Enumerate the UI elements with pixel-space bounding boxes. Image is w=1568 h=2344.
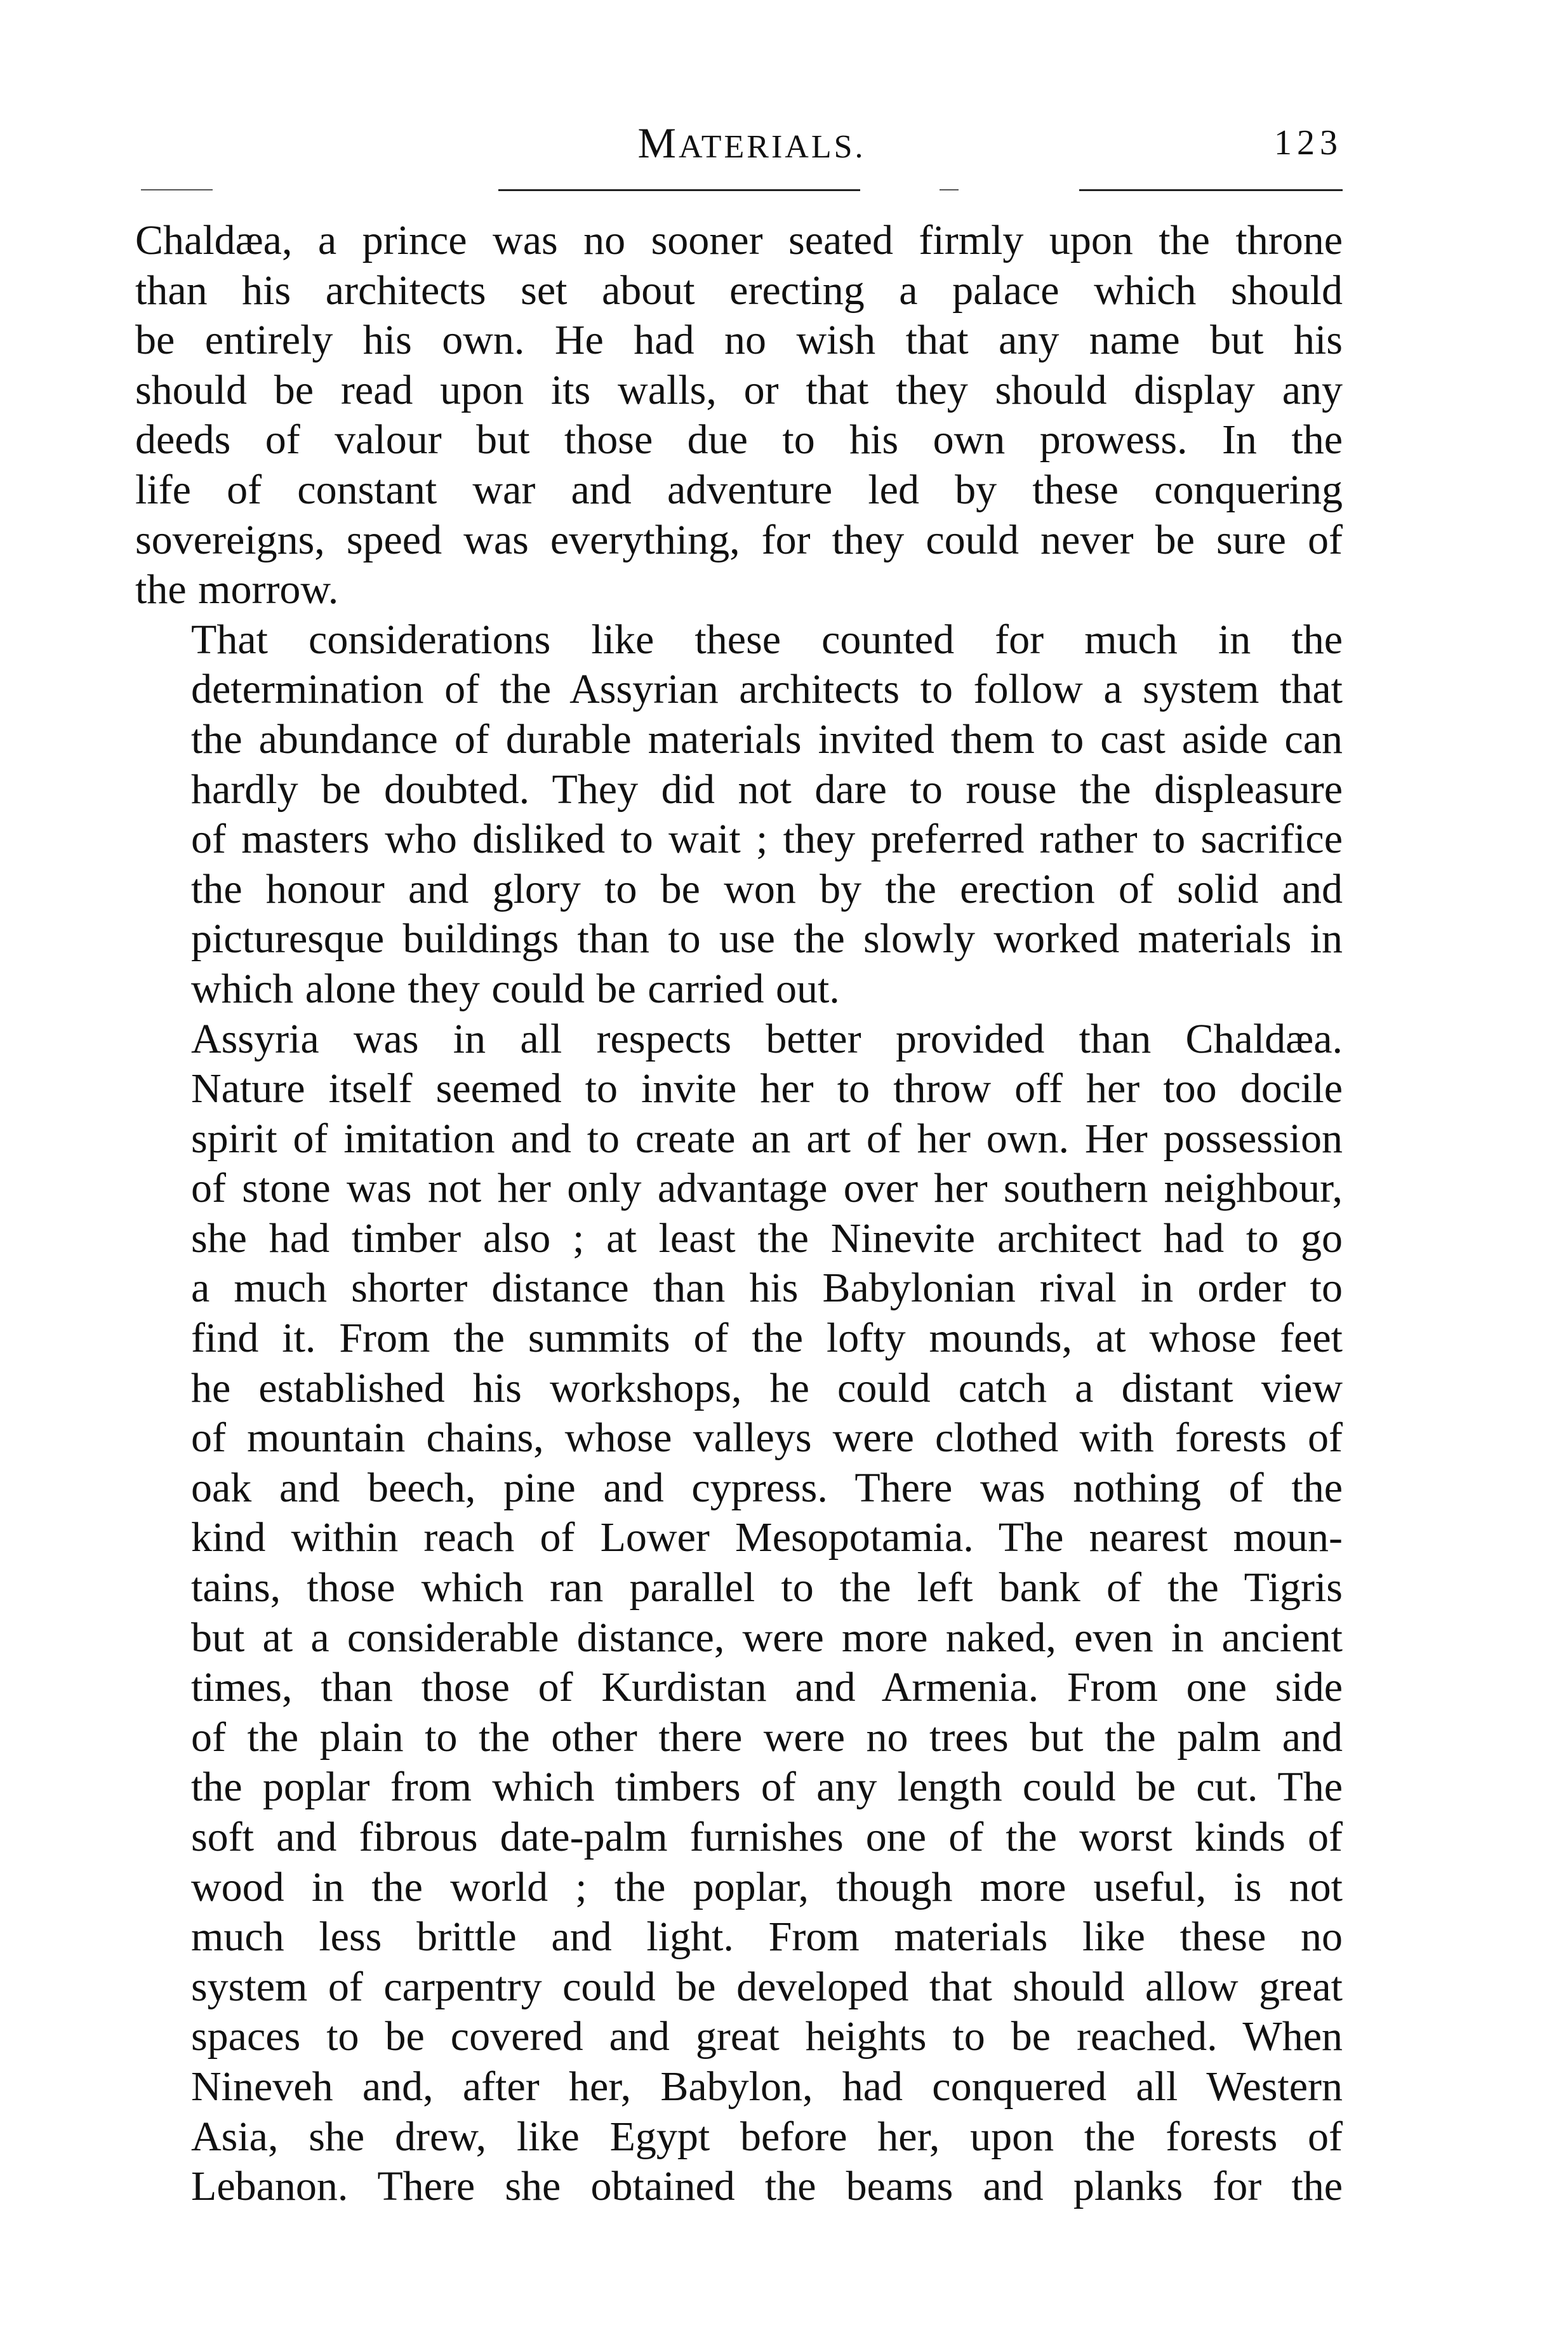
text-line: Nineveh and, after her, Babylon, had conquered all Western	[191, 2063, 1343, 2110]
text-line: the poplar from which timbers of any length could be cut. The	[191, 1764, 1343, 1811]
text-line: Assyria was in all respects better provided than Chaldæa.	[191, 1015, 1343, 1062]
text-line: Lebanon. There she obtained the beams and planks for the	[191, 2163, 1343, 2210]
text-line: picturesque buildings than to use the slowly worked materials in	[191, 916, 1343, 962]
text-line: of mountain chains, whose valleys were clothed with forests of	[191, 1415, 1343, 1462]
text-line: sovereigns, speed was everything, for they could never be sure of	[135, 516, 1343, 563]
text-line: should be read upon its walls, or that they should display any	[135, 366, 1343, 413]
text-line: kind within reach of Lower Mesopotamia. The nearest moun-	[191, 1514, 1343, 1561]
text-line: the abundance of durable materials invited them to cast aside can	[191, 716, 1343, 762]
text-line: the honour and glory to be won by the erection of solid and	[191, 865, 1343, 912]
text-line: tains, those which ran parallel to the left bank of the Tigris	[191, 1564, 1343, 1611]
body-text	[135, 216, 1343, 2212]
text-line: wood in the world ; the poplar, though more useful, is not	[191, 1863, 1343, 1910]
paragraph	[135, 216, 1343, 615]
text-line: be entirely his own. He had no wish that any name but his	[135, 317, 1343, 364]
text-line: deeds of valour but those due to his own prowess. In the	[135, 416, 1343, 463]
text-line: determination of the Assyrian architects to follow a system that	[191, 666, 1343, 713]
text-line: than his architects set about erecting a palace which should	[135, 267, 1343, 314]
text-line: life of constant war and adventure led by these conquering	[135, 466, 1343, 513]
page-number: 123	[1274, 123, 1343, 163]
text-line: Nature itself seemed to invite her to throw off her too docile	[191, 1065, 1343, 1112]
paragraph	[135, 615, 1343, 1015]
text-line: hardly be doubted. They did not dare to rouse the displeasure	[191, 766, 1343, 813]
chapter-title-initial: M	[637, 119, 679, 167]
running-head	[135, 121, 1343, 171]
chapter-title	[135, 121, 1343, 170]
text-line: soft and fibrous date-palm furnishes one of the worst kinds of	[191, 1814, 1343, 1860]
text-line: but at a considerable distance, were more naked, even in ancient	[191, 1614, 1343, 1661]
text-line: spaces to be covered and great heights to be reached. When	[191, 2013, 1343, 2060]
text-line: which alone they could be carried out.	[191, 965, 840, 1012]
text-line: the morrow.	[135, 566, 339, 613]
text-line: find it. From the summits of the lofty mounds, at whose feet	[191, 1315, 1343, 1362]
paragraph	[135, 1015, 1343, 2212]
header-rule-segment	[498, 189, 860, 191]
text-line: of masters who disliked to wait ; they preferred rather to sacrifice	[191, 816, 1343, 863]
header-rule-segment	[1079, 189, 1343, 191]
text-line: much less brittle and light. From materials like these no	[191, 1914, 1343, 1961]
text-line: That considerations like these counted for much in the	[191, 616, 1343, 663]
header-rule-segment	[141, 189, 213, 190]
text-line: a much shorter distance than his Babylonian rival in order to	[191, 1265, 1343, 1312]
text-line: Chaldæa, a prince was no sooner seated firmly upon the throne	[135, 217, 1343, 263]
text-line: system of carpentry could be developed that should allow great	[191, 1963, 1343, 2010]
text-line: of stone was not her only advantage over her southern neighbour,	[191, 1165, 1343, 1212]
text-line: she had timber also ; at least the Ninevite architect had to go	[191, 1215, 1343, 1262]
text-line: oak and beech, pine and cypress. There was nothing of the	[191, 1464, 1343, 1511]
text-line: times, than those of Kurdistan and Armenia. From one side	[191, 1664, 1343, 1711]
text-line: he established his workshops, he could catch a distant view	[191, 1364, 1343, 1411]
text-line: Asia, she drew, like Egypt before her, upon the forests of	[191, 2113, 1343, 2160]
text-line: spirit of imitation and to create an art of her own. Her possession	[191, 1115, 1343, 1162]
header-rule-segment	[940, 189, 959, 190]
text-line: of the plain to the other there were no trees but the palm and	[191, 1714, 1343, 1761]
chapter-title-rest: ATERIALS.	[678, 129, 866, 165]
